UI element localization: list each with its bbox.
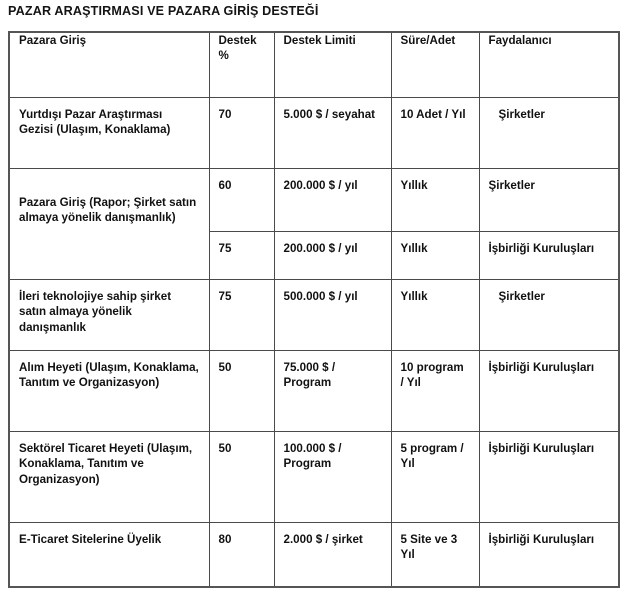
cell-support-limit (274, 232, 391, 280)
table-header-row (9, 32, 619, 98)
cell-measure (9, 523, 209, 588)
column-header-support-pct (209, 32, 274, 98)
cell-duration-text: Yıllık (400, 179, 428, 192)
table-header (9, 32, 619, 98)
cell-measure (9, 169, 209, 280)
cell-support-limit-text: 100.000 $ / Program (283, 442, 342, 471)
cell-beneficiary-text: İşbirliği Kuruluşları (488, 533, 595, 546)
cell-support-pct-text: 75 (218, 290, 232, 303)
cell-support-limit (274, 432, 391, 523)
cell-beneficiary (479, 232, 619, 280)
cell-beneficiary (479, 169, 619, 232)
cell-support-limit-text: 5.000 $ / seyahat (283, 108, 376, 121)
cell-support-pct-text: 50 (218, 361, 232, 374)
cell-duration-text: 5 Site ve 3 Yıl (400, 533, 458, 562)
cell-duration (391, 232, 479, 280)
cell-support-pct-text: 80 (218, 533, 232, 546)
cell-support-pct (209, 432, 274, 523)
cell-measure (9, 98, 209, 169)
cell-measure-text: Yurtdışı Pazar Araştırması Gezisi (Ulaşım, Konaklama) (19, 108, 171, 137)
table-row (9, 169, 619, 232)
cell-beneficiary-text: Şirketler (498, 108, 545, 121)
cell-support-pct (209, 523, 274, 588)
column-header-support-limit (274, 32, 391, 98)
cell-duration (391, 432, 479, 523)
table-row (9, 523, 619, 588)
cell-beneficiary (479, 280, 619, 351)
cell-support-limit (274, 523, 391, 588)
cell-duration (391, 280, 479, 351)
cell-support-limit-text: 2.000 $ / şirket (283, 533, 363, 546)
table-row (9, 98, 619, 169)
cell-measure (9, 351, 209, 432)
column-header-measure-label: Pazara Giriş (19, 34, 87, 47)
cell-beneficiary-text: İşbirliği Kuruluşları (488, 242, 595, 255)
column-header-duration (391, 32, 479, 98)
cell-support-pct-text: 70 (218, 108, 232, 121)
cell-support-pct-text: 75 (218, 242, 232, 255)
table-row (9, 280, 619, 351)
page-title: PAZAR ARAŞTIRMASI VE PAZARA GİRİŞ DESTEĞİ (8, 4, 319, 18)
cell-measure (9, 280, 209, 351)
cell-measure (9, 432, 209, 523)
table-row (9, 432, 619, 523)
cell-measure-text: Alım Heyeti (Ulaşım, Konaklama, Tanıtım ve Organizasyon) (19, 361, 199, 390)
column-header-measure (9, 32, 209, 98)
cell-duration (391, 98, 479, 169)
cell-support-limit (274, 351, 391, 432)
cell-support-limit-text: 200.000 $ / yıl (283, 179, 358, 192)
cell-support-limit (274, 98, 391, 169)
cell-support-limit-text: 200.000 $ / yıl (283, 242, 358, 255)
cell-beneficiary-text: İşbirliği Kuruluşları (488, 442, 595, 455)
cell-support-limit-text: 75.000 $ / Program (283, 361, 336, 390)
cell-support-pct (209, 98, 274, 169)
cell-duration (391, 523, 479, 588)
cell-duration (391, 169, 479, 232)
column-header-beneficiary-label: Faydalanıcı (488, 34, 552, 47)
cell-duration (391, 351, 479, 432)
cell-beneficiary (479, 432, 619, 523)
column-header-support-pct-label (210, 33, 274, 64)
column-header-duration-label: Süre/Adet (400, 34, 456, 47)
cell-support-pct (209, 351, 274, 432)
column-header-support-pct-line2: % (218, 49, 229, 63)
cell-beneficiary-text: Şirketler (488, 179, 535, 192)
cell-beneficiary (479, 523, 619, 588)
column-header-beneficiary (479, 32, 619, 98)
support-table (8, 31, 620, 588)
cell-support-pct (209, 169, 274, 232)
table-body (9, 98, 619, 588)
cell-duration-text: 5 program / Yıl (400, 442, 464, 471)
cell-support-pct-text: 60 (218, 179, 232, 192)
cell-measure-text: İleri teknolojiye sahip şirket satın almaya yönelik danışmanlık (19, 290, 172, 334)
cell-beneficiary-text: Şirketler (498, 290, 545, 303)
cell-support-limit (274, 280, 391, 351)
cell-beneficiary (479, 98, 619, 169)
cell-duration-text: Yıllık (400, 290, 428, 303)
cell-support-pct (209, 232, 274, 280)
column-header-support-pct-line1: Destek (218, 34, 257, 47)
cell-measure-text: Sektörel Ticaret Heyeti (Ulaşım, Konaklama, Tanıtım ve Organizasyon) (19, 442, 193, 486)
cell-support-pct (209, 280, 274, 351)
column-header-support-limit-label: Destek Limiti (283, 34, 356, 47)
cell-measure-text: E-Ticaret Sitelerine Üyelik (19, 533, 162, 546)
table-row (9, 351, 619, 432)
cell-duration-text: 10 Adet / Yıl (400, 108, 466, 121)
cell-support-pct-text: 50 (218, 442, 232, 455)
cell-beneficiary-text: İşbirliği Kuruluşları (488, 361, 595, 374)
cell-duration-text: 10 program / Yıl (400, 361, 464, 390)
cell-support-limit-text: 500.000 $ / yıl (283, 290, 358, 303)
cell-duration-text: Yıllık (400, 242, 428, 255)
cell-measure-text: Pazara Giriş (Rapor; Şirket satın almaya yönelik danışmanlık) (19, 196, 197, 225)
cell-support-limit (274, 169, 391, 232)
support-table-container (8, 31, 618, 588)
cell-beneficiary (479, 351, 619, 432)
